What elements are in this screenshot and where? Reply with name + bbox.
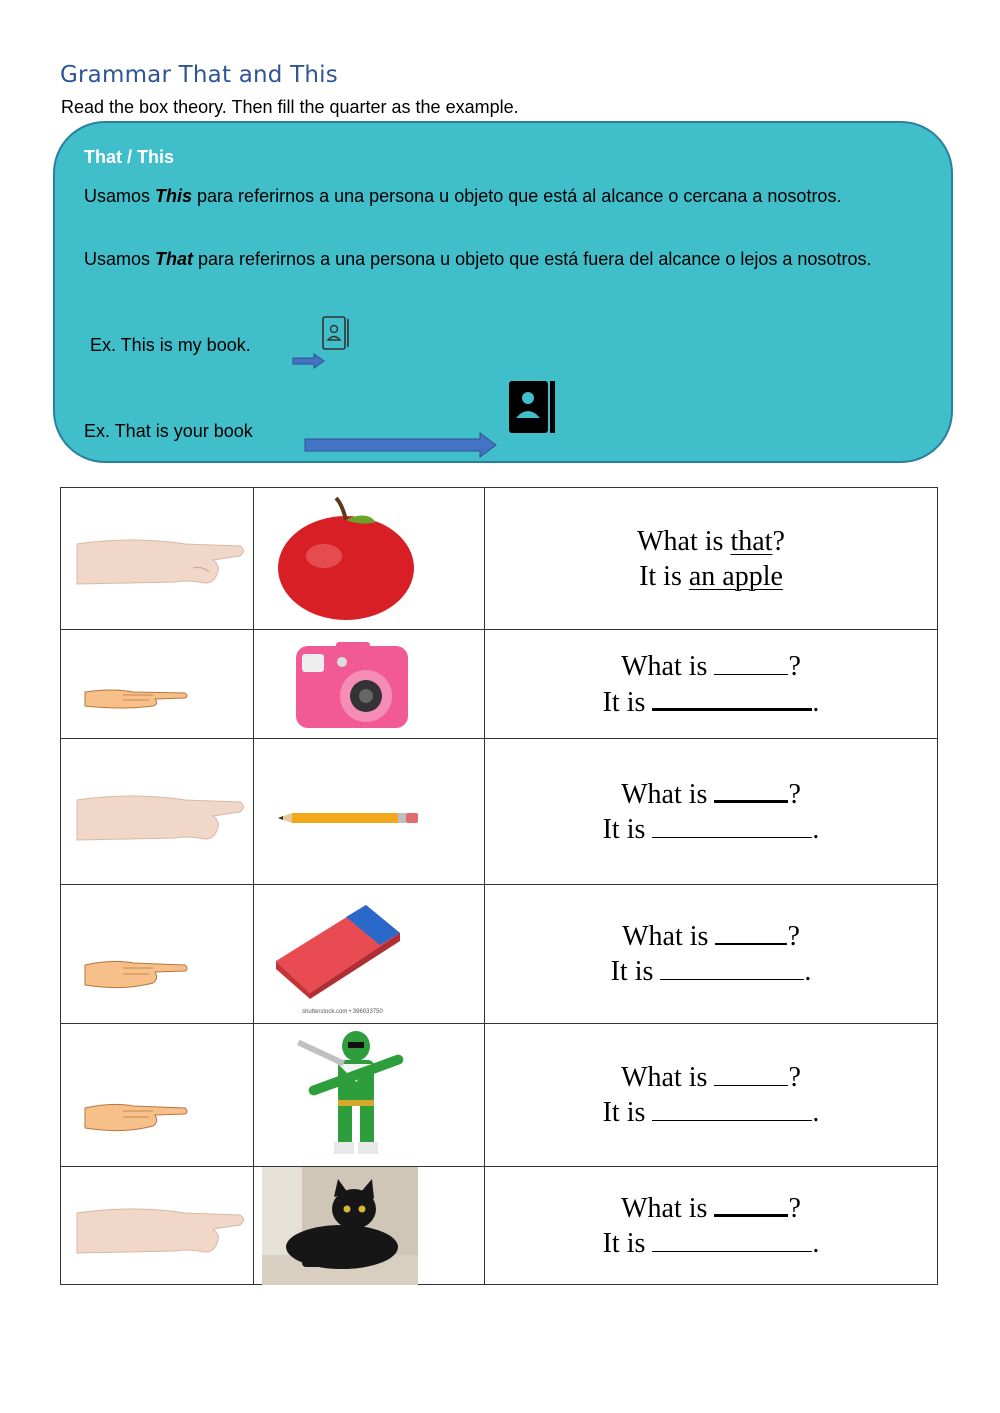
pointing-hand-cell: [61, 739, 254, 885]
pointing-hand-near-icon: [83, 686, 189, 710]
question-cell: [485, 1024, 938, 1167]
answer-blank[interactable]: [652, 1096, 812, 1121]
pointing-hand-far-icon: [75, 794, 245, 846]
table-row: [61, 739, 938, 885]
answer-text: It is an apple: [639, 560, 783, 592]
example-this: Ex. This is my book.: [90, 335, 251, 355]
theory-heading: That / This: [84, 147, 174, 167]
answer-blank[interactable]: [714, 1190, 788, 1217]
question-text: What is ?: [622, 921, 800, 952]
question-cell: [485, 1167, 938, 1285]
pointing-hand-far-icon: [75, 538, 245, 590]
answer-text: It is .: [602, 1097, 820, 1128]
eraser-icon: [274, 899, 404, 999]
pointing-hand-cell: [61, 1167, 254, 1285]
picture-cell: [254, 1024, 485, 1167]
apple-icon: [276, 496, 422, 624]
pointing-hand-near-icon: [83, 957, 189, 991]
answer-text: It is .: [602, 1228, 820, 1259]
answer-blank[interactable]: [652, 813, 812, 838]
question-text: What is ?: [485, 1190, 937, 1226]
pointing-hand-near-icon: [83, 1100, 189, 1134]
answer-blank[interactable]: [660, 955, 804, 980]
table-row: [61, 488, 938, 630]
answer-text: It is .: [610, 956, 812, 987]
question-text: What is that?: [637, 525, 785, 557]
image-caption: shutterstock.com • 396033750: [302, 1009, 383, 1015]
example-that: Ex. That is your book: [84, 421, 253, 441]
picture-cell: [254, 885, 485, 1024]
table-row: [61, 885, 938, 1024]
question-text: What is ?: [485, 776, 937, 812]
pointing-hand-far-icon: [75, 1207, 245, 1259]
theory-paragraph-this: Usamos This para referirnos a una persona u objeto que está al alcance o cercana a nosotros.: [84, 186, 842, 206]
picture-cell: [254, 488, 485, 630]
page-title: Grammar That and This: [60, 62, 338, 88]
question-cell: [485, 885, 938, 1024]
green-ranger-icon: [294, 1030, 418, 1156]
question-cell: [485, 488, 938, 630]
question-text: What is ?: [621, 1062, 801, 1093]
answer-blank[interactable]: [715, 919, 787, 945]
long-arrow-icon: [304, 432, 498, 458]
question-text: What is ?: [621, 650, 801, 682]
pointing-hand-cell: [61, 885, 254, 1024]
pointing-hand-cell: [61, 630, 254, 739]
answer-blank[interactable]: [652, 1227, 812, 1252]
theory-box: [53, 121, 953, 463]
picture-cell: [254, 630, 485, 739]
theory-paragraph-that: Usamos That para referirnos a una persona u objeto que está fuera del alcance o lejos a nosotros.: [84, 249, 872, 269]
question-cell: [485, 739, 938, 885]
instant-camera-icon: [294, 640, 410, 730]
answer-blank[interactable]: [714, 776, 788, 803]
answer-blank[interactable]: [714, 650, 788, 675]
short-arrow-icon: [292, 353, 326, 369]
pointing-hand-cell: [61, 488, 254, 630]
picture-cell: [254, 739, 485, 885]
pointing-hand-cell: [61, 1024, 254, 1167]
question-cell: [485, 630, 938, 739]
answer-text: It is .: [602, 814, 820, 845]
contact-book-icon: [508, 380, 556, 434]
table-row: [61, 1167, 938, 1285]
exercise-table: [60, 487, 938, 1285]
answer-blank[interactable]: [714, 1061, 788, 1086]
table-row: [61, 630, 938, 739]
answer-text: It is .: [485, 684, 937, 720]
pencil-icon: [278, 811, 420, 825]
picture-cell: [254, 1167, 485, 1285]
instructions: Read the box theory. Then fill the quarter as the example.: [61, 97, 519, 117]
answer-blank[interactable]: [652, 684, 812, 711]
table-row: [61, 1024, 938, 1167]
contact-book-outline-icon: [321, 315, 351, 351]
black-cat-icon: [262, 1167, 418, 1285]
